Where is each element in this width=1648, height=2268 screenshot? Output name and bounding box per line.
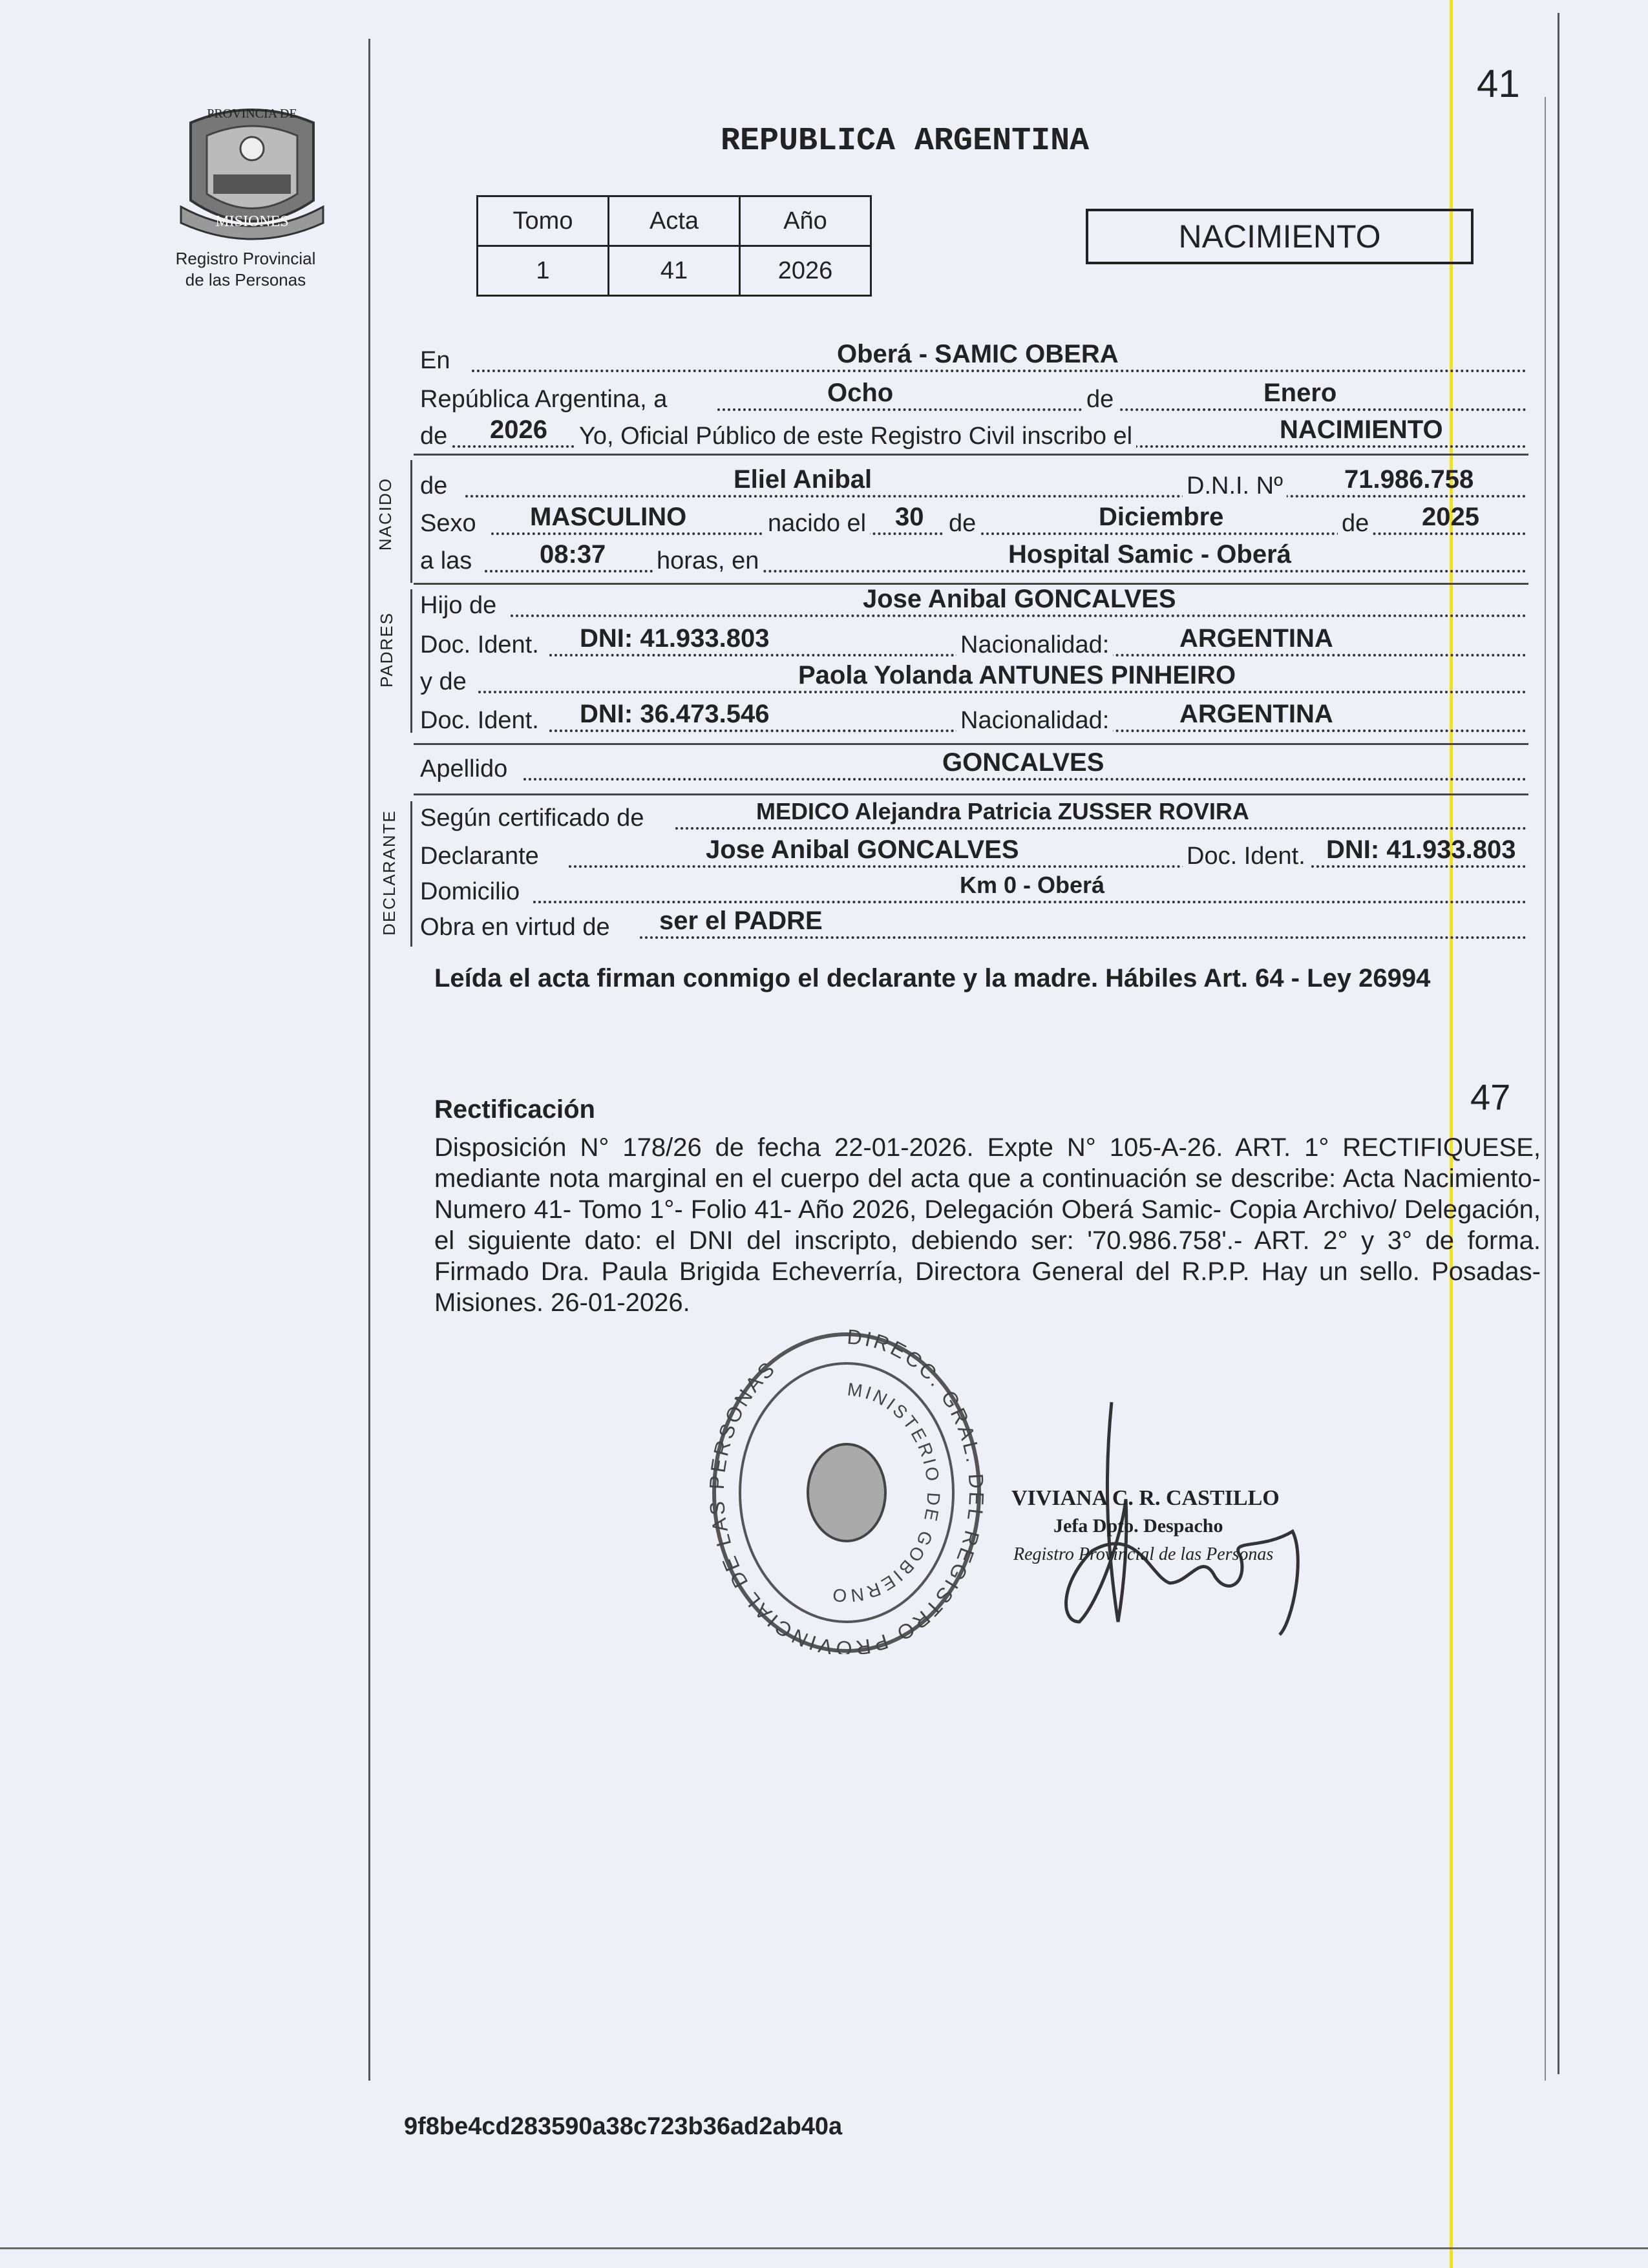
de-label: de [1083,380,1117,419]
decl-doc-label: Doc. Ident. [1183,837,1309,876]
signer-name: VIVIANA C. R. CASTILLO [1011,1486,1280,1510]
padres-bracket [410,589,412,733]
header-ano: Año [740,196,871,246]
child-name-value: Eliel Anibal [734,465,872,494]
day-value: Ocho [827,379,894,407]
row-domicilio [420,872,1527,911]
logo-caption-1: Registro Provincial [175,249,316,268]
decl-value: Jose Anibal GONCALVES [706,835,1019,864]
en-label: En [420,341,454,380]
dom-label: Domicilio [420,872,523,911]
father-doc-label: Doc. Ident. [420,625,543,664]
stamp-outer-text: DIRECC. GRAL. L REGISTRO PROVINCIAL DE LA ERSONAS [708,1325,986,1654]
sexo-value: MASCULINO [530,503,687,531]
mother-doc-label: Doc. Ident. [420,701,543,740]
de2-label: de [420,417,451,456]
value-acta: 41 [609,246,740,296]
document-hash: 9f8be4cd283590a38c723b36ad2ab40a [404,2113,843,2140]
logo-caption-2: de las Personas [185,270,306,289]
header-acta: Acta [609,196,740,246]
rectificacion-text: Disposición N° 178/26 de fecha 22-01-2026. Expte N° 105-A-26. ART. 1° RECTIFIQUESE, mediante nota marginal en el cuerpo del acta que a continuación se describe: Acta Nacimiento- Numero 41- Tomo 1°- Folio 41- Año 2026, Delegación Oberá Samic- Copia Archivo/ Delegación, el siguiente dato: el DNI del inscripto, debiendo ser: '70.986.758'.- ART. 2° y 3° de forma. Firmado Dra. Paula Brigida Echeverría, Directora General del R.P.P. Hay un sello. Posadas- Misiones. 26-01-2026. [434,1133,1541,1317]
value-tomo: 1 [478,246,609,296]
father-nac-label: Nacionalidad: [956,625,1113,664]
father-name-value: Jose Anibal GONCALVES [863,585,1176,613]
nacido-de2-label: de [945,504,980,543]
logo-bottom-text: MISIONES [215,213,289,230]
nacido-bracket [410,460,412,583]
stamp-inner-text: MINISTERIO DE GOBIERNO [829,1379,944,1606]
row-mother-doc [420,701,1527,740]
header-tomo: Tomo [478,196,609,246]
event-value: NACIMIENTO [1280,415,1443,444]
record-type-box: NACIMIENTO [1086,209,1474,264]
mother-nac-label: Nacionalidad: [956,701,1113,740]
page-title: REPUBLICA ARGENTINA [721,123,1090,160]
mother-name-value: Paola Yolanda ANTUNES PINHEIRO [798,661,1236,689]
divider-1 [414,454,1528,456]
padres-side-label: PADRES [377,612,396,688]
child-dni-value: 71.986.758 [1344,465,1474,494]
year-value: 2026 [490,415,547,444]
dni-label: D.N.I. Nº [1183,467,1287,505]
cert-value: MEDICO Alejandra Patricia ZUSSER ROVIRA [756,798,1249,824]
decl-doc-value: DNI: 41.933.803 [1326,835,1516,864]
signer-org: Registro Provincial de las Personas [1013,1544,1274,1564]
inscribo-text: Yo, Oficial Público de este Registro Civil inscribo el [575,417,1136,456]
month-value: Enero [1263,379,1337,407]
row-en [420,341,1527,380]
hijo-label: Hijo de [420,586,500,625]
republica-label: República Argentina, a [420,380,671,419]
row-obra [420,908,1527,947]
nacido-de3-label: de [1338,504,1373,543]
row-inscribo [420,417,1527,456]
sexo-label: Sexo [420,504,480,543]
yde-label: y de [420,662,470,701]
father-nat-value: ARGENTINA [1179,624,1333,653]
right-inner-line [1545,97,1546,2081]
declarante-side-label: DECLARANTE [379,810,399,936]
obra-value: ser el PADRE [659,907,823,935]
mother-doc-value: DNI: 36.473.546 [580,700,770,728]
birth-year-value: 2025 [1422,503,1479,531]
page-number-mid: 47 [1470,1076,1511,1117]
horas-label: horas, en [653,541,763,580]
birth-month-value: Diciembre [1099,503,1224,531]
nacido-de-label: de [420,467,451,505]
mother-nat-value: ARGENTINA [1179,700,1333,728]
row-apellido [420,750,1527,788]
left-margin-line [368,39,370,2081]
birth-place-value: Hospital Samic - Oberá [1008,540,1291,569]
birth-day-value: 30 [895,503,924,531]
birth-time-value: 08:37 [540,540,606,569]
father-doc-value: DNI: 41.933.803 [580,624,770,653]
closing-text: Leída el acta firman conmigo el declarante y la madre. Hábiles Art. 64 - Ley 26994 [434,964,1431,992]
en-value: Oberá - SAMIC OBERA [837,340,1119,368]
row-hora [420,541,1527,580]
apellido-label: Apellido [420,750,511,788]
province-logo [178,103,326,246]
signer-role: Jefa Dpto. Despacho [1053,1515,1223,1537]
alas-label: a las [420,541,476,580]
right-margin-line [1558,13,1559,2074]
dom-value: Km 0 - Oberá [960,872,1105,898]
page-number-top: 41 [1477,62,1520,105]
nacido-side-label: NACIDO [375,477,396,551]
apellido-value: GONCALVES [942,748,1104,777]
declarante-bracket [410,801,412,947]
obra-label: Obra en virtud de [420,908,614,947]
value-ano: 2026 [740,246,871,296]
bottom-edge-line [0,2247,1648,2249]
official-stamp [708,1325,986,1654]
nacido-el-label: nacido el [764,504,870,543]
rectificacion-title: Rectificación [434,1095,595,1124]
registry-table [476,195,872,297]
cert-label: Según certificado de [420,799,648,837]
decl-label: Declarante [420,837,543,876]
logo-top-text: PROVINCIA DE [207,107,297,121]
